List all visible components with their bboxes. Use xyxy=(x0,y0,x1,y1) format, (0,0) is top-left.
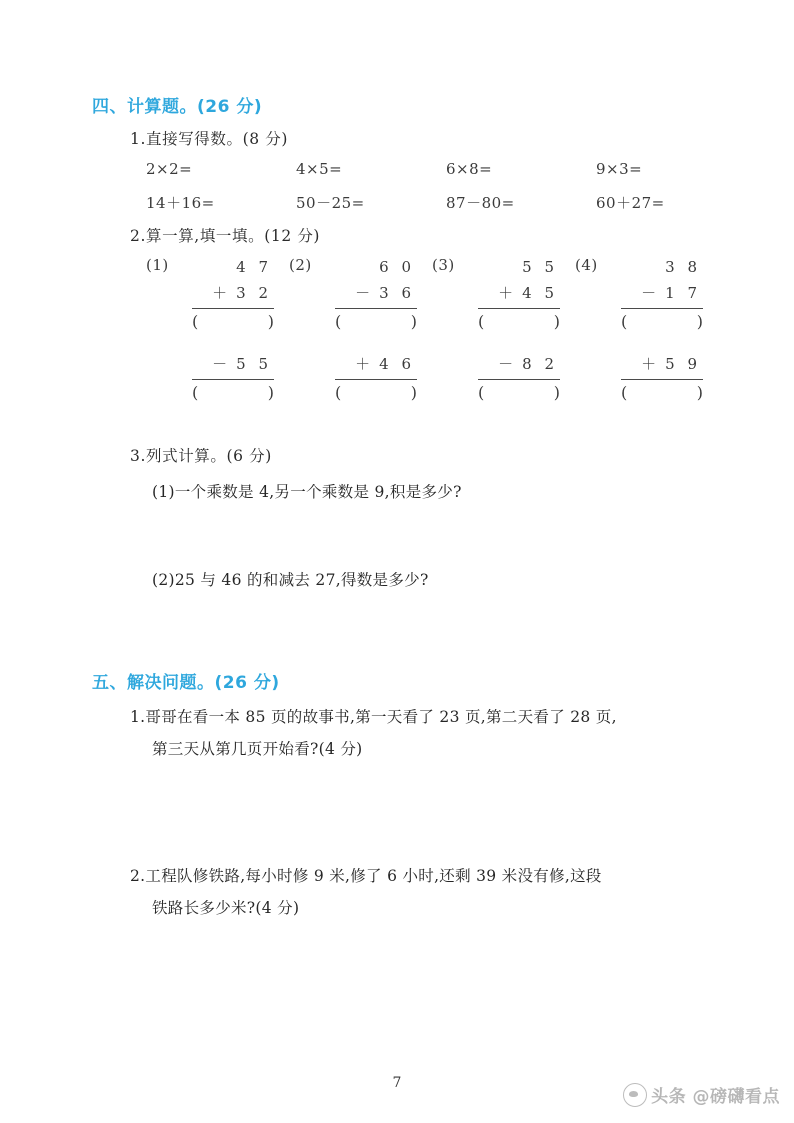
problem-index: (1) xyxy=(146,256,169,274)
operator-symbol: － xyxy=(355,284,371,302)
answer-blank-1[interactable] xyxy=(621,309,703,335)
operand-digits: 4 6 xyxy=(379,355,415,373)
operator-symbol: － xyxy=(212,355,228,373)
paren-open: ( xyxy=(192,383,199,402)
operator-symbol: － xyxy=(498,355,514,373)
expression-cell: 9×3= xyxy=(596,160,643,178)
expression-cell: 14＋16= xyxy=(146,194,215,212)
operator-symbol: － xyxy=(641,284,657,302)
expression-cell: 6×8= xyxy=(446,160,493,178)
operand-digits: 3 2 xyxy=(236,284,272,302)
operation-line-1 xyxy=(190,278,276,308)
operation-line-2 xyxy=(619,349,705,379)
operation-line-2 xyxy=(333,349,419,379)
direct-answer-row-1 xyxy=(146,160,746,184)
paren-open: ( xyxy=(621,383,628,402)
operation-line-2 xyxy=(190,349,276,379)
page-number: 7 xyxy=(392,1075,402,1091)
paren-open: ( xyxy=(335,312,342,331)
paren-open: ( xyxy=(335,383,342,402)
expression-cell: 87－80= xyxy=(446,194,515,212)
paren-close: ) xyxy=(696,312,703,331)
column-arithmetic-grid xyxy=(146,256,756,406)
word-problem-5-1-line2: 第三天从第几页开始看?(4 分) xyxy=(152,740,363,758)
word-problem-4-3-2: (2)25 与 46 的和减去 27,得数是多少? xyxy=(152,571,429,589)
answer-blank-2[interactable] xyxy=(478,380,560,406)
subsection-title-4-1: 1.直接写得数。(8 分) xyxy=(130,130,288,148)
problem-index: (2) xyxy=(289,256,312,274)
problem-index: (3) xyxy=(432,256,455,274)
word-problem-4-3-1: (1)一个乘数是 4,另一个乘数是 9,积是多少? xyxy=(152,483,462,501)
operation-line-1 xyxy=(476,278,562,308)
operator-symbol: ＋ xyxy=(498,284,514,302)
subsection-title-4-2: 2.算一算,填一填。(12 分) xyxy=(130,227,321,245)
paren-open: ( xyxy=(478,383,485,402)
word-problem-5-2-line2: 铁路长多少米?(4 分) xyxy=(152,899,300,917)
paren-close: ) xyxy=(696,383,703,402)
operand-digits: 8 2 xyxy=(522,355,558,373)
operator-symbol: ＋ xyxy=(641,355,657,373)
problem-index: (4) xyxy=(575,256,598,274)
column-problem-1 xyxy=(146,256,289,406)
section-heading-four: 四、计算题。(26 分) xyxy=(92,97,263,117)
addend-top: 3 8 xyxy=(665,258,701,276)
watermark xyxy=(623,1082,780,1107)
expression-cell: 60＋27= xyxy=(596,194,665,212)
operand-digits: 5 5 xyxy=(236,355,272,373)
answer-blank-2[interactable] xyxy=(192,380,274,406)
paren-close: ) xyxy=(410,383,417,402)
answer-blank-2[interactable] xyxy=(335,380,417,406)
operator-symbol: ＋ xyxy=(355,355,371,373)
subsection-title-4-3: 3.列式计算。(6 分) xyxy=(130,447,272,465)
paren-close: ) xyxy=(553,312,560,331)
addend-top: 4 7 xyxy=(236,258,272,276)
operator-symbol: ＋ xyxy=(212,284,228,302)
paren-close: ) xyxy=(267,383,274,402)
paren-close: ) xyxy=(410,312,417,331)
column-problem-3 xyxy=(432,256,575,406)
operation-line-1 xyxy=(619,278,705,308)
bird-logo-icon xyxy=(623,1083,647,1107)
addend-top: 5 5 xyxy=(522,258,558,276)
section-heading-five: 五、解决问题。(26 分) xyxy=(92,673,280,693)
column-problem-2 xyxy=(289,256,432,406)
answer-blank-1[interactable] xyxy=(335,309,417,335)
answer-blank-1[interactable] xyxy=(192,309,274,335)
addend-top: 6 0 xyxy=(379,258,415,276)
operand-digits: 3 6 xyxy=(379,284,415,302)
expression-cell: 2×2= xyxy=(146,160,193,178)
watermark-text: 头条 @磅礴看点 xyxy=(651,1087,780,1107)
operation-line-2 xyxy=(476,349,562,379)
paren-open: ( xyxy=(621,312,628,331)
column-problem-4 xyxy=(575,256,718,406)
word-problem-5-2-line1: 2.工程队修铁路,每小时修 9 米,修了 6 小时,还剩 39 米没有修,这段 xyxy=(130,867,602,885)
paren-open: ( xyxy=(478,312,485,331)
answer-blank-2[interactable] xyxy=(621,380,703,406)
paren-close: ) xyxy=(553,383,560,402)
direct-answer-row-2 xyxy=(146,192,746,216)
operand-digits: 4 5 xyxy=(522,284,558,302)
paren-open: ( xyxy=(192,312,199,331)
word-problem-5-1-line1: 1.哥哥在看一本 85 页的故事书,第一天看了 23 页,第二天看了 28 页, xyxy=(130,708,617,726)
paren-close: ) xyxy=(267,312,274,331)
answer-blank-1[interactable] xyxy=(478,309,560,335)
operand-digits: 5 9 xyxy=(665,355,701,373)
expression-cell: 50－25= xyxy=(296,194,365,212)
expression-cell: 4×5= xyxy=(296,160,343,178)
operation-line-1 xyxy=(333,278,419,308)
operand-digits: 1 7 xyxy=(665,284,701,302)
